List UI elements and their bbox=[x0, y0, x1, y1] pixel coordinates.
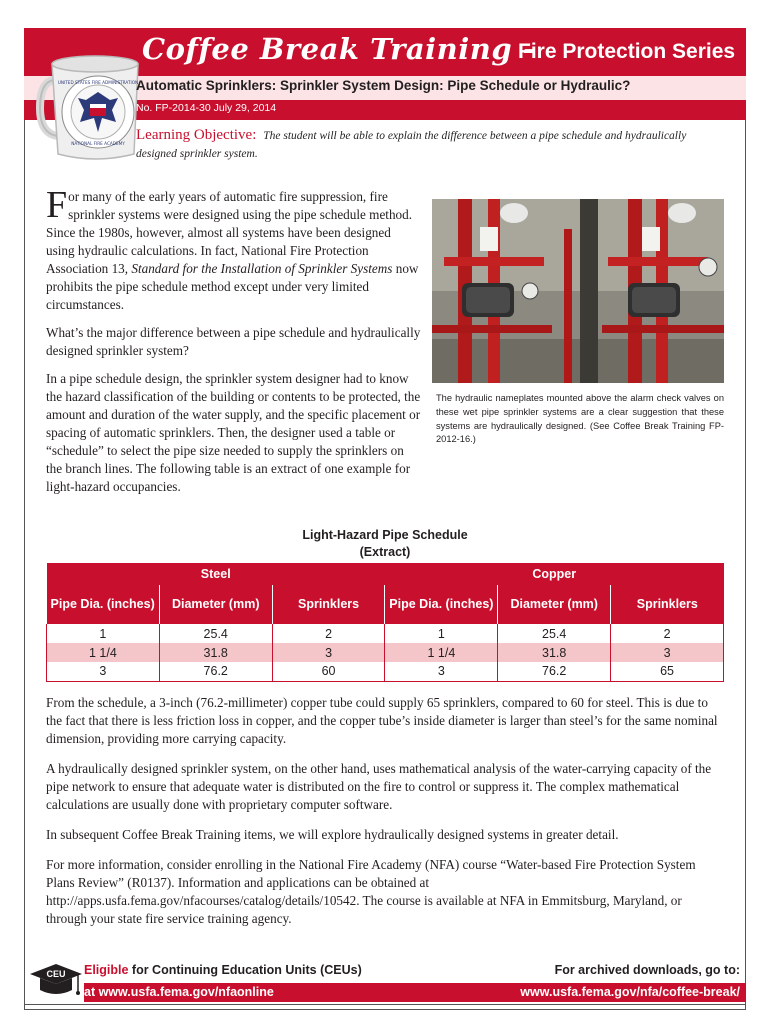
sprinkler-valves-photo bbox=[432, 199, 724, 383]
photo-caption: The hydraulic nameplates mounted above the alarm check valves on these wet pipe sprinkler systems are a clear suggestion that these systems are hydraulically designed. (See Coffee Break Training FP-2012-16.) bbox=[436, 393, 724, 445]
eligible-word: Eligible bbox=[84, 963, 129, 977]
table-cell: 3 bbox=[47, 662, 160, 681]
table-row bbox=[47, 643, 724, 662]
table-cell: 2 bbox=[611, 624, 724, 643]
table-cell: 1 bbox=[385, 624, 498, 643]
column-header: Pipe Dia. (inches) bbox=[385, 585, 498, 624]
intro-paragraph-2: What’s the major difference between a pipe schedule and hydraulically designed sprinkler system? bbox=[46, 325, 421, 358]
group-header-copper: Copper bbox=[385, 563, 724, 585]
column-header: Sprinklers bbox=[611, 585, 724, 624]
table-cell: 76.2 bbox=[159, 662, 272, 681]
table-cell: 3 bbox=[611, 643, 724, 662]
body-column bbox=[46, 694, 724, 940]
table-cell: 3 bbox=[385, 662, 498, 681]
column-header: Diameter (mm) bbox=[159, 585, 272, 624]
table-column-header bbox=[47, 585, 724, 624]
series-title: Coffee Break Training - bbox=[142, 32, 536, 66]
table-cell: 76.2 bbox=[498, 662, 611, 681]
eligible-rest: for Continuing Education Units (CEUs) bbox=[128, 963, 362, 977]
header bbox=[24, 28, 746, 170]
archive-label: For archived downloads, go to: bbox=[554, 963, 740, 977]
table-cell: 31.8 bbox=[159, 643, 272, 662]
pipe-schedule-table bbox=[46, 563, 724, 682]
table-cell: 2 bbox=[272, 624, 385, 643]
ceu-eligibility bbox=[84, 963, 362, 977]
drop-cap: F bbox=[46, 184, 68, 226]
body-paragraph-2: A hydraulically designed sprinkler system, on the other hand, uses mathematical analysis of the water-carrying capacity of the pipe network to ensure that adequate water is distributed on the fire to control or suppress it. The complex mathematical calculations are usually done with proprietary computer software. bbox=[46, 761, 712, 812]
mug-seal-text-bottom: NATIONAL FIRE ACADEMY bbox=[71, 141, 125, 146]
body-paragraph-1: From the schedule, a 3-inch (76.2-millimeter) copper tube could supply 65 sprinklers, compared to 60 for steel. This is due to the fact that there is less friction loss in copper, and the copper tube’s inside diameter is larger than steel’s for the same nominal dimension, providing more carrying capacity. bbox=[46, 695, 718, 746]
mug-seal-text-top: UNITED STATES FIRE ADMINISTRATION bbox=[57, 80, 139, 85]
table-title-sub: (Extract) bbox=[359, 545, 411, 559]
intro-column bbox=[46, 184, 422, 506]
learning-objective-text: The student will be able to explain the difference between a pipe schedule and hydraulically designed sprinkler system. bbox=[136, 130, 687, 160]
intro-paragraph-3: In a pipe schedule design, the sprinkler system designer had to know the hazard classification of the building or contents to be protected, the amount and duration of the water supply, and the specific placement or spacing of automatic sprinklers. Then, the designer used a table or “schedule” to select the pipe size needed to supply the sprinklers on the branch lines. The following table is an extract of one example for light-hazard occupancies. bbox=[46, 371, 421, 494]
table-cell: 25.4 bbox=[159, 624, 272, 643]
document-number-date: No. FP-2014-30 July 29, 2014 bbox=[136, 102, 277, 114]
intro-paragraph-1 bbox=[46, 184, 422, 314]
table-cell: 1 1/4 bbox=[385, 643, 498, 662]
body-paragraph-4: For more information, consider enrolling in the National Fire Academy (NFA) course “Water-based Fire Protection System Plans Review” (R0137). Information and applications can be obtained at http://apps.usfa.fema.gov/nfacourses/catalog/details/10542. The course is available at NFA in Emmitsburg, Maryland, or through your state fire service training agency. bbox=[46, 857, 696, 926]
archive-link[interactable]: www.usfa.fema.gov/nfa/coffee-break/ bbox=[520, 985, 740, 999]
table-cell: 1 bbox=[47, 624, 160, 643]
ceu-graduation-cap-icon bbox=[28, 962, 84, 1000]
learning-objective-label: Learning Objective: bbox=[136, 127, 257, 143]
table-title bbox=[46, 527, 724, 561]
series-subtitle: Fire Protection Series bbox=[518, 40, 736, 63]
table-cell: 1 1/4 bbox=[47, 643, 160, 662]
footer-rule bbox=[24, 1004, 746, 1005]
intro-p1-text-a: or many of the early years of automatic fire suppression, fire sprinkler systems were designed using the pipe schedule method. Since the 1980s, however, almost all systems have been designed using hydraulic calculations. In fact, National Fire Protection Association 13, bbox=[46, 189, 413, 276]
table-cell: 65 bbox=[611, 662, 724, 681]
table-cell: 25.4 bbox=[498, 624, 611, 643]
table-cell: 3 bbox=[272, 643, 385, 662]
learning-objective bbox=[136, 126, 726, 163]
column-header: Diameter (mm) bbox=[498, 585, 611, 624]
table-cell: 31.8 bbox=[498, 643, 611, 662]
table-title-main: Light-Hazard Pipe Schedule bbox=[302, 528, 468, 542]
table-cell: 60 bbox=[272, 662, 385, 681]
nfpa-standard-title: Standard for the Installation of Sprinkler Systems bbox=[131, 261, 393, 276]
table-row bbox=[47, 662, 724, 681]
ceu-link[interactable]: at www.usfa.fema.gov/nfaonline bbox=[84, 985, 274, 999]
column-header: Pipe Dia. (inches) bbox=[47, 585, 160, 624]
intro-p1-text-b: now prohibits the pipe schedule method except under very limited circumstances. bbox=[46, 261, 419, 312]
table-group-header bbox=[47, 563, 724, 585]
document-title: Automatic Sprinklers: Sprinkler System Design: Pipe Schedule or Hydraulic? bbox=[136, 78, 631, 93]
group-header-steel: Steel bbox=[47, 563, 385, 585]
column-header: Sprinklers bbox=[272, 585, 385, 624]
ceu-icon-label: CEU bbox=[46, 969, 66, 979]
coffee-mug-logo-icon bbox=[36, 42, 144, 166]
table-row bbox=[47, 624, 724, 643]
body-paragraph-3: In subsequent Coffee Break Training items, we will explore hydraulically designed systems in greater detail. bbox=[46, 827, 619, 842]
